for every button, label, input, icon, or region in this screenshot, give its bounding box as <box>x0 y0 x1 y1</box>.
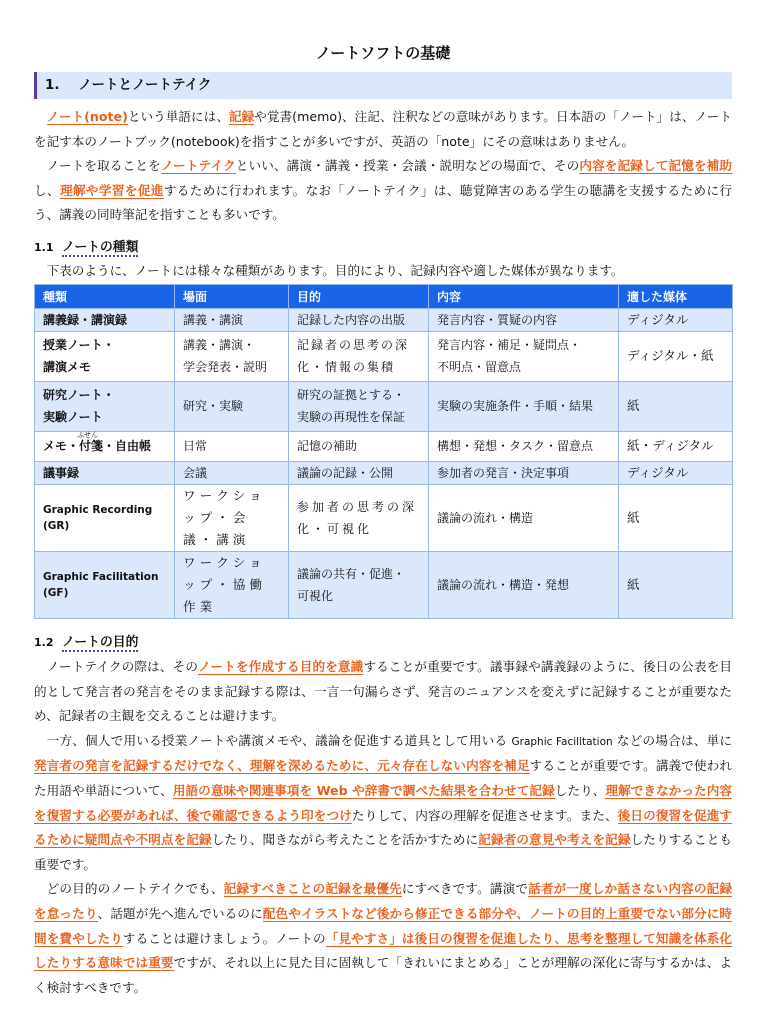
highlighted-phrase: 内容を記録して記憶を補助 <box>579 158 733 174</box>
table-row <box>35 308 733 331</box>
text-run: ノートを取ることを <box>46 158 161 174</box>
cell-kind: 研究ノート・ 実験ノート <box>35 381 175 431</box>
text-run: したりすることも重要です。 <box>34 832 733 872</box>
intro-paragraph-1 <box>34 105 732 154</box>
table-header-cell: 内容 <box>429 284 619 308</box>
purpose-paragraph-3 <box>34 877 732 1000</box>
text-run: するために行われます。なお「ノートテイク」は、聴覚障害のある学生の聴講を支援するために行う、講義の同時筆記を指すことも多いです。 <box>34 182 733 223</box>
table-header-cell: 場面 <box>175 284 289 308</box>
table-header-row <box>35 284 733 308</box>
subsection-title: ノートの種類 <box>61 239 139 255</box>
note-types-table <box>34 284 733 619</box>
cell-media: 紙 <box>619 551 733 618</box>
cell-content: 発言内容・補足・疑問点・ 不明点・留意点 <box>429 331 619 381</box>
cell-content: 発言内容・質疑の内容 <box>429 308 619 331</box>
cell-scene: 日常 <box>175 431 289 461</box>
text-run: どの目的のノートテイクでも、 <box>46 881 224 897</box>
highlighted-phrase: ノートを作成する目的を意識 <box>198 658 364 674</box>
subsection-heading-purpose <box>34 631 732 655</box>
cell-media: ディジタル <box>619 308 733 331</box>
cell-content: 構想・発想・タスク・留意点 <box>429 431 619 461</box>
cell-kind: 授業ノート・ 講演メモ <box>35 331 175 381</box>
cell-media: 紙 <box>619 381 733 431</box>
kind-part: 付箋 <box>79 439 104 454</box>
text-run: という単語には、 <box>127 109 229 124</box>
cell-scene: 講義・講演 <box>175 308 289 331</box>
highlighted-phrase: 理解や学習を促進 <box>59 182 164 198</box>
highlighted-phrase: 理解できなかった内容を復習する必要があれば、後で確認できるよう印をつけ <box>34 782 732 823</box>
text-run: たりして、内容の理解を促進させます。また、 <box>351 807 618 823</box>
table-row <box>35 381 733 431</box>
highlighted-phrase: 配色やイラストなど後から修正できる部分や、ノートの目的上重要でない部分に時間を費やしたり <box>34 905 733 946</box>
ruby-word <box>77 431 104 457</box>
highlighted-phrase: ノート(note) <box>46 109 128 124</box>
section-number: 1. <box>45 77 60 93</box>
table-header-cell: 種類 <box>35 284 175 308</box>
text-run: し、 <box>34 182 60 198</box>
purpose-paragraph-1 <box>34 655 732 729</box>
cell-scene: 講義・講演・ 学会発表・説明 <box>175 331 289 381</box>
highlighted-phrase: 用語の意味や関連事項を Web や辞書で調べた結果を合わせて記録 <box>172 782 555 798</box>
kind-part: メモ・ <box>43 439 80 454</box>
cell-purpose: 議論の共有・促進・ 可視化 <box>289 551 429 618</box>
cell-kind: 講義録・講演録 <box>35 308 175 331</box>
cell-media: ディジタル <box>619 461 733 484</box>
table-row <box>35 331 733 381</box>
text-run: などの場合は、単に <box>612 732 732 748</box>
text-run: することは避けましょう。ノートの <box>122 930 326 946</box>
highlighted-phrase: 話者が一度しか話さない内容の記録を怠ったり <box>34 881 733 921</box>
intro-paragraph-2 <box>34 154 732 228</box>
cell-purpose: 記憶の補助 <box>289 431 429 461</box>
document-title: ノートソフトの基礎 <box>315 44 451 62</box>
table-header-cell: 適した媒体 <box>619 284 733 308</box>
table-row <box>35 461 733 484</box>
cell-purpose: 議論の記録・公開 <box>289 461 429 484</box>
cell-scene: ワークショップ・会議・講演 <box>175 484 289 551</box>
cell-purpose: 参加者の思考の深化・可視化 <box>289 484 429 551</box>
text-run: にすべきです。講演で <box>401 881 529 897</box>
text-run: したり、聞きながら考えたことを活かすために <box>211 832 479 848</box>
text-run: したり、 <box>554 782 606 798</box>
highlighted-phrase: 記録 <box>228 109 255 124</box>
text-run: ノートテイクの際は、その <box>46 658 199 674</box>
table-lead-text: 下表のように、ノートには様々な種類があります。目的により、記録内容や適した媒体が異なります。 <box>46 262 624 278</box>
cell-content: 議論の流れ・構造・発想 <box>429 551 619 618</box>
cell-media: ディジタル・紙 <box>619 331 733 381</box>
table-row <box>35 484 733 551</box>
text-run: することが重要です。講義で使われた用語や単語について、 <box>34 758 732 798</box>
highlighted-phrase: 後日の復習を促進するために疑問点や不明点を記録 <box>34 807 733 848</box>
subsection-number: 1.1 <box>34 240 54 254</box>
cell-content: 議論の流れ・構造 <box>429 484 619 551</box>
cell-kind: 議事録 <box>35 461 175 484</box>
highlighted-phrase: 記録すべきことの記録を最優先 <box>223 881 402 897</box>
subsection-title: ノートの目的 <box>61 634 139 650</box>
cell-purpose: 記録者の思考の深化・情報の集積 <box>289 331 429 381</box>
subsection-heading-types <box>34 236 732 260</box>
text-run: 、話題が先へ進んでいるのに <box>97 905 263 921</box>
section-title: ノートとノートテイク <box>78 77 212 93</box>
section-heading <box>34 72 732 99</box>
highlighted-phrase: 「見やすさ」は後日の復習を促進したり、思考を整理して知識を体系化したりする意味では重要 <box>34 930 733 971</box>
table-header-cell: 目的 <box>289 284 429 308</box>
cell-scene: ワークショップ・協働作業 <box>175 551 289 618</box>
text-run: といい、講演・講義・授業・会議・説明などの場面で、その <box>235 158 580 174</box>
text-run: 一方、個人で用いる授業ノートや講演メモや、議論を促進する道具として用いる <box>46 732 512 748</box>
cell-kind <box>35 431 175 461</box>
cell-media: 紙 <box>619 484 733 551</box>
inline-term: Graphic Facilitation <box>511 735 613 748</box>
table-row <box>35 551 733 618</box>
cell-media: 紙・ディジタル <box>619 431 733 461</box>
purpose-paragraph-2 <box>34 729 732 878</box>
text-run: ですが、それ以上に見た目に固執して「きれいにまとめる」ことが理解の深化に寄与するかは、よく検討すべきです。 <box>34 955 733 995</box>
highlighted-phrase: 発言者の発言を記録するだけでなく、理解を深めるために、元々存在しない内容を補足 <box>34 758 530 774</box>
cell-purpose: 研究の証拠とする・ 実験の再現性を保証 <box>289 381 429 431</box>
cell-scene: 研究・実験 <box>175 381 289 431</box>
cell-content: 参加者の発言・決定事項 <box>429 461 619 484</box>
cell-scene: 会議 <box>175 461 289 484</box>
text-run: することが重要です。議事録や講義録のように、後日の公表を目的として発言者の発言をそのまま記録する際は、一言一句漏らさず、発言のニュアンスを変えずに記録することが重要なため、記録者の主観を交えることは避けます。 <box>34 658 732 724</box>
subsection-number: 1.2 <box>34 635 54 649</box>
cell-purpose: 記録した内容の出版 <box>289 308 429 331</box>
highlighted-phrase: 記録者の意見や考えを記録 <box>478 832 631 848</box>
kind-part: ・自由帳 <box>103 439 152 454</box>
highlighted-phrase: ノートテイク <box>160 158 236 174</box>
cell-content: 実験の実施条件・手順・結果 <box>429 381 619 431</box>
table-row <box>35 431 733 461</box>
cell-kind: Graphic Facilitation (GF) <box>35 551 175 618</box>
cell-kind: Graphic Recording (GR) <box>35 484 175 551</box>
ruby-reading: ふせん <box>77 431 99 440</box>
text-run: や覚書(memo)、注記、注釈などの意味があります。日本語の「ノート」は、ノートを記す本のノートブック(notebook)を指すことが多いですが、英語の「note」にその意味はありません。 <box>34 109 732 149</box>
